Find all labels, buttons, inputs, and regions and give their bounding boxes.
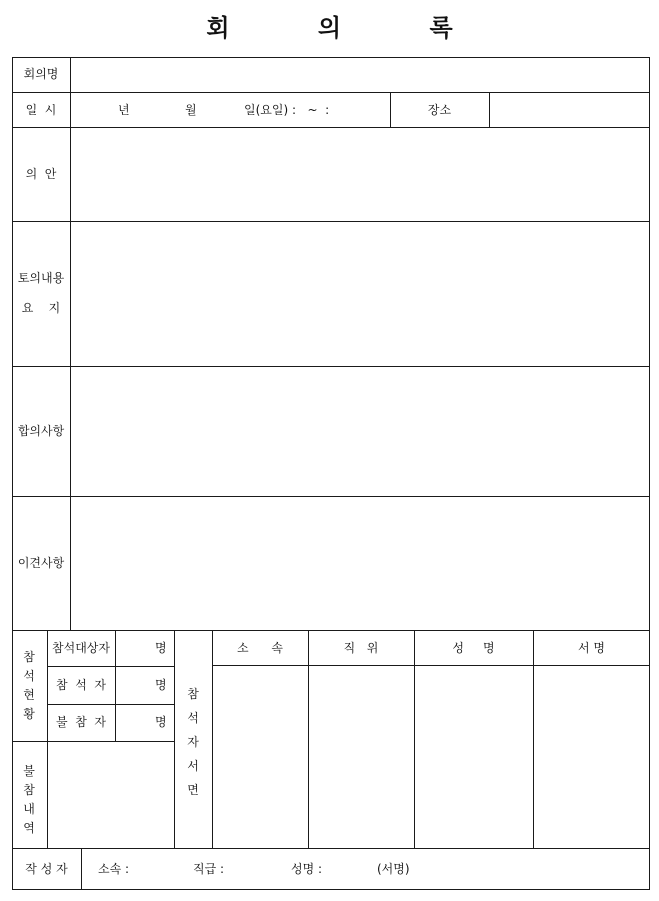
author-signature-label: (서명) [377,862,410,876]
meeting-name-label: 회의명 [23,67,59,81]
attendee-position-cell[interactable] [312,670,410,844]
attendance-absent-unit: 명 [155,715,167,729]
agenda-field[interactable] [76,133,644,215]
absence-details-field[interactable] [52,746,169,843]
author-affiliation-label: 소속 : [98,862,130,876]
attendee-signature-section-label: 참 석 자 서 면 [187,687,199,797]
absence-details-label: 불 참 내 역 [23,764,35,835]
agreement-label: 합의사항 [17,424,65,438]
place-label: 장소 [427,103,452,117]
author-label: 작 성 자 [25,862,68,876]
column-signature: 서 명 [578,641,605,655]
column-name: 성 명 [452,641,495,655]
dissent-field[interactable] [76,502,644,624]
month-unit: 월 [185,103,197,117]
place-field[interactable] [495,103,645,119]
day-time-unit: 일(요일) : ~ : [244,103,330,117]
author-rank-label: 직급 : [193,862,225,876]
meeting-name-field[interactable] [76,67,644,83]
dissent-label: 이견사항 [17,556,65,570]
attendance-status-label: 참 석 현 황 [23,650,35,721]
discussion-field[interactable] [76,227,644,360]
discussion-label: 토의내용 [17,271,65,285]
document-title: 회 의 록 [206,14,493,42]
year-unit: 년 [118,103,130,117]
agreement-field[interactable] [76,372,644,490]
agenda-label: 의 안 [25,167,57,181]
column-affiliation: 소 속 [236,641,284,655]
attendance-present-label: 참 석 자 [55,678,107,692]
column-position: 직 위 [343,641,379,655]
attendance-target-label: 참석대상자 [52,641,110,655]
attendee-name-cell[interactable] [418,670,529,844]
datetime-label: 일 시 [25,103,57,117]
attendee-signature-cell[interactable] [537,670,646,844]
attendee-affiliation-cell[interactable] [216,670,304,844]
attendance-present-unit: 명 [155,678,167,692]
attendance-target-unit: 명 [155,641,167,655]
author-name-label: 성명 : [291,862,323,876]
discussion-label-summary: 요 지 [21,301,61,315]
attendance-absent-label: 불 참 자 [55,715,107,729]
